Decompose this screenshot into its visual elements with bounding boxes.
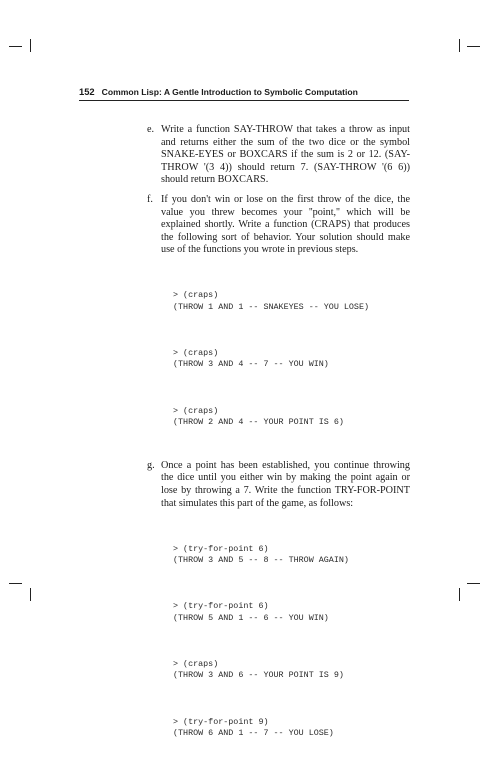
code-output: (THROW 5 AND 1 -- 6 -- YOU WIN) [173, 612, 329, 623]
crop-mark-top-left-h [9, 46, 22, 47]
exercise-item-f [147, 194, 410, 257]
item-text: If you don't win or lose on the first throw of the dice, the value you threw becomes your ''point,'' which will be explained shortly. Write a function (CRAPS) that produces the following sort of behavior. Your solution should make use of the functions you wrote in previous steps. [161, 193, 410, 256]
code-output: (THROW 6 AND 1 -- 7 -- YOU LOSE) [173, 728, 334, 739]
code-block [173, 348, 410, 370]
exercise-item-e [147, 124, 410, 187]
crop-mark-top-right-v [459, 39, 460, 52]
crop-mark-bottom-left-h [9, 583, 22, 584]
page-number: 152 [79, 86, 95, 97]
book-title: Common Lisp: A Gentle Introduction to Symbolic Computation [101, 87, 358, 97]
item-text: Write a function SAY-THROW that takes a throw as input and returns either the sum of the two dice or the symbol SNAKE-EYES or BOXCARS if the sum is 2 or 12. (SAY-THROW '(3 4)) should return 7. (SAY-THROW '(6 6)) should return BOXCARS. [161, 124, 410, 186]
item-text: Once a point has been established, you continue throwing the dice until you either win by making the point again or lose by throwing a 7. Write the function TRY-FOR-POINT that simulates this part of the game, as follows: [161, 459, 410, 509]
crop-mark-bottom-left-v [30, 588, 31, 601]
code-input: > (try-for-point 6) [173, 601, 269, 612]
code-block [173, 717, 410, 739]
code-output: (THROW 2 AND 4 -- YOUR POINT IS 6) [173, 417, 344, 428]
code-input: > (craps) [173, 659, 219, 670]
crop-mark-bottom-right-h [467, 583, 480, 584]
code-output: (THROW 3 AND 4 -- 7 -- YOU WIN) [173, 359, 329, 370]
code-input: > (try-for-point 9) [173, 717, 269, 727]
item-label: e. [147, 124, 155, 135]
code-block [173, 544, 410, 566]
code-example-f [173, 264, 410, 460]
crop-mark-top-left-v [30, 39, 31, 52]
code-input: > (try-for-point 6) [173, 543, 269, 554]
code-block [173, 290, 410, 312]
running-header [79, 86, 409, 101]
code-output: (THROW 3 AND 5 -- 8 -- THROW AGAIN) [173, 554, 349, 565]
code-block [173, 406, 410, 428]
code-input: > (craps) [173, 348, 219, 359]
exercise-item-g [147, 460, 410, 510]
crop-mark-bottom-right-v [459, 588, 460, 601]
code-block [173, 601, 410, 623]
code-input: > (craps) [173, 405, 219, 416]
code-output: (THROW 1 AND 1 -- SNAKEYES -- YOU LOSE) [173, 301, 370, 312]
code-block [173, 659, 410, 681]
exercise-list [147, 124, 410, 771]
item-label: g. [147, 459, 155, 471]
crop-mark-top-right-h [467, 46, 480, 47]
item-label: f. [147, 193, 153, 205]
code-output: (THROW 3 AND 6 -- YOUR POINT IS 9) [173, 670, 344, 681]
code-example-g [173, 517, 410, 771]
code-input: > (craps) [173, 290, 219, 301]
